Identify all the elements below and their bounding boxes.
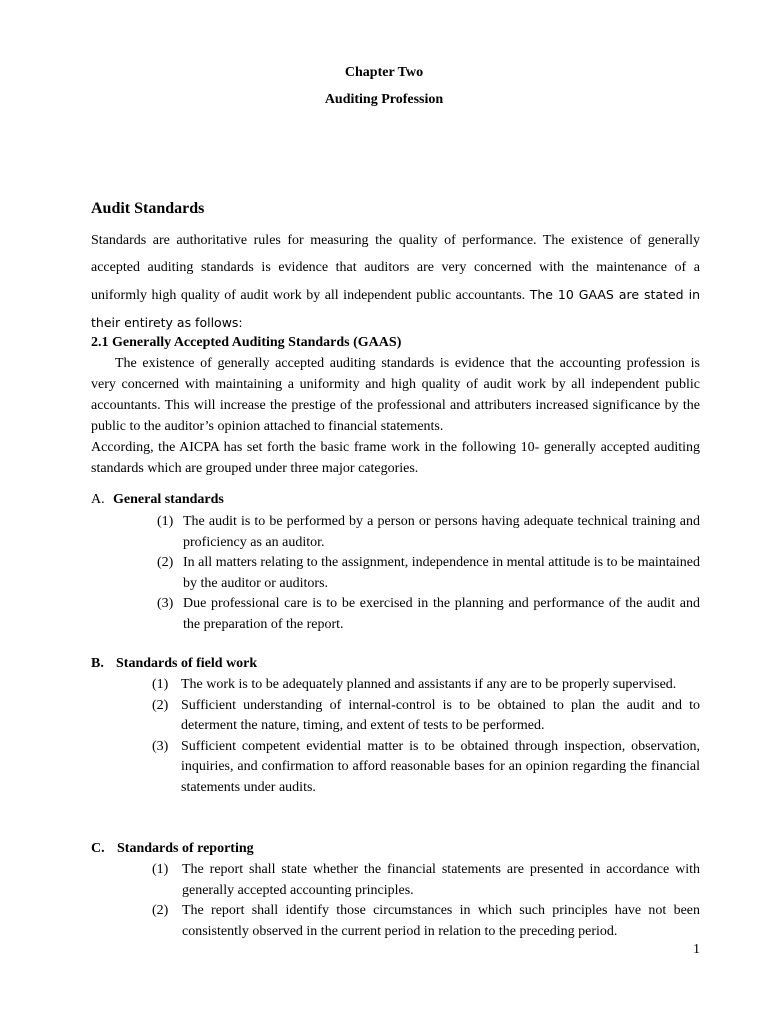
page-number: 1 — [693, 942, 700, 957]
list-item — [157, 512, 700, 553]
intro-paragraph — [91, 227, 700, 337]
item-text: In all matters relating to the assignment, independence in mental attitude is to be maintained by the auditor or auditors. — [183, 555, 700, 591]
category-heading-general — [91, 490, 224, 510]
gaas-heading: 2.1 Generally Accepted Auditing Standards (GAAS) — [91, 335, 402, 350]
category-letter: A. — [91, 492, 105, 507]
list-item — [157, 553, 700, 594]
gaas-body — [91, 353, 700, 479]
chapter-subtitle: Auditing Profession — [324, 92, 444, 107]
list-item — [157, 594, 700, 635]
category-label: Standards of reporting — [117, 841, 254, 856]
field-work-standards-list — [152, 675, 700, 798]
category-label: Standards of field work — [116, 656, 258, 671]
category-heading-reporting — [91, 839, 254, 859]
category-heading-field-work — [91, 654, 257, 674]
gaas-paragraph-2: According, the AICPA has set forth the basic frame work in the following 10- generally accepted auditing standards which are grouped under three major categories. — [91, 440, 700, 476]
item-number: (1) — [152, 677, 169, 692]
item-number: (1) — [157, 514, 174, 529]
chapter-title: Chapter Two — [344, 65, 424, 80]
category-letter: C. — [91, 841, 105, 856]
list-item — [152, 675, 700, 696]
gaas-paragraph-1: The existence of generally accepted auditing standards is evidence that the accounting profession is very concerned with maintaining a uniformity and high quality of audit work by all independent public accountants. This will increase the prestige of the professional and attributers increased significance by the public to the auditor’s opinion attached to financial statements. — [91, 356, 700, 434]
item-text: The audit is to be performed by a person or persons having adequate technical training and proficiency as an auditor. — [183, 514, 700, 550]
item-text: Sufficient competent evidential matter is to be obtained through inspection, observation, inquiries, and confirmation to afford reasonable bases for an opinion regarding the financial statements under audits. — [181, 738, 700, 795]
intro-main-text: Standards are authoritative rules for measuring the quality of performance. The existence of generally accepted auditing standards is evidence that auditors are very concerned with the maintenance of a uniformly high quality of audit work by all independent public accountants. — [91, 233, 700, 303]
item-number: (2) — [157, 555, 174, 570]
list-item — [152, 901, 700, 942]
reporting-standards-list — [152, 860, 700, 942]
list-item — [152, 860, 700, 901]
item-number: (2) — [152, 697, 169, 713]
item-text: The work is to be adequately planned and assistants if any are to be properly supervised. — [181, 677, 677, 692]
item-number: (2) — [152, 903, 169, 918]
item-number: (3) — [157, 596, 174, 611]
item-text: The report shall identify those circumstances in which such principles have not been consistently observed in the current period in relation to the preceding period. — [182, 903, 700, 939]
section-heading-audit-standards: Audit Standards — [91, 200, 205, 217]
item-text: Due professional care is to be exercised in the planning and performance of the audit and the preparation of the report. — [183, 596, 700, 632]
intro-tail-text: The 10 GAAS are stated in their entirety as follows: — [91, 287, 700, 330]
general-standards-list — [157, 512, 700, 635]
item-text: Sufficient understanding of internal-control is to be obtained to plan the audit and to determent the nature, timing, and extent of tests to be performed. — [181, 697, 700, 733]
item-number: (3) — [152, 738, 169, 754]
category-letter: B. — [91, 656, 104, 671]
list-item — [152, 737, 700, 799]
item-text: The report shall state whether the financial statements are presented in accordance with generally accepted accounting principles. — [182, 862, 700, 898]
item-number: (1) — [152, 862, 169, 877]
category-label: General standards — [113, 492, 224, 507]
list-item — [152, 696, 700, 737]
